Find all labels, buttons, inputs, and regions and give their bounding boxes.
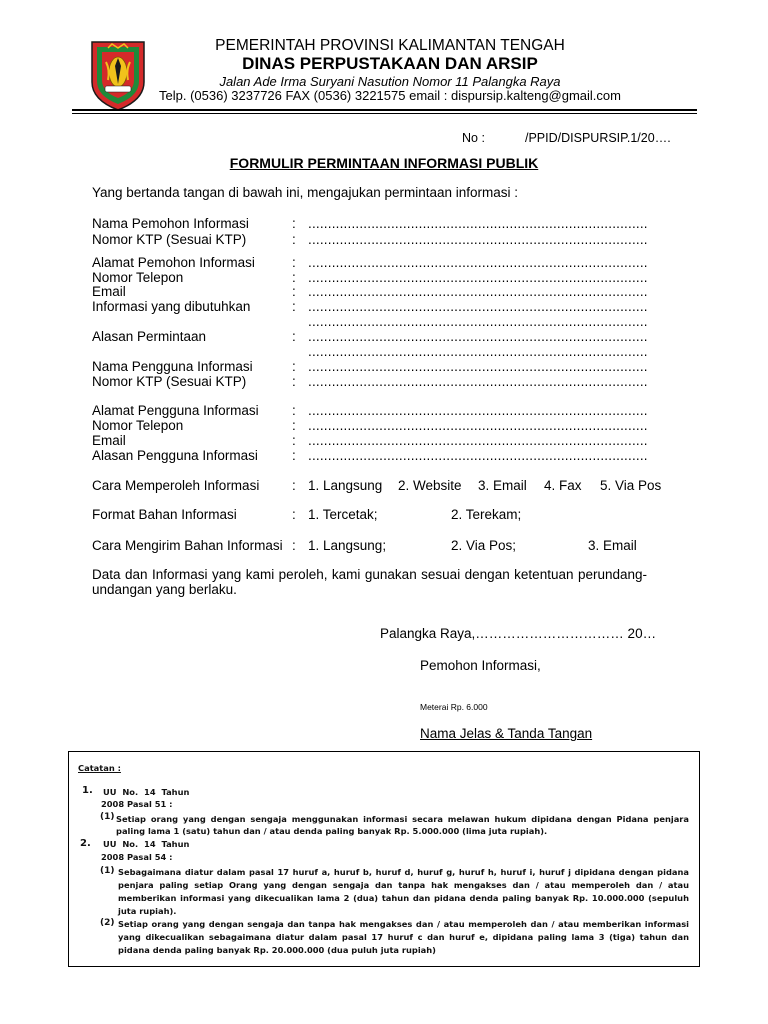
field-colon: : bbox=[292, 359, 296, 374]
note-article: 2008 Pasal 54 : bbox=[101, 852, 173, 862]
header-divider-thin bbox=[72, 113, 697, 114]
note-sub-number: (2) bbox=[100, 918, 115, 928]
field-colon: : bbox=[292, 270, 296, 285]
option-tercetak[interactable]: 1. Tercetak; bbox=[308, 507, 378, 522]
field-label-telepon-pengguna: Nomor Telepon bbox=[92, 418, 184, 433]
stamp-duty-label: Meterai Rp. 6.000 bbox=[420, 702, 488, 712]
field-label-alasan: Alasan Permintaan bbox=[92, 329, 207, 344]
option-fax[interactable]: 4. Fax bbox=[544, 478, 582, 493]
document-number-label: No : bbox=[462, 131, 485, 145]
header-government-name: PEMERINTAH PROVINSI KALIMANTAN TENGAH bbox=[215, 37, 565, 54]
field-colon: : bbox=[292, 403, 296, 418]
field-colon: : bbox=[292, 507, 296, 522]
field-label-email-pengguna: Email bbox=[92, 433, 126, 448]
field-colon: : bbox=[292, 448, 296, 463]
field-label-nama-pemohon: Nama Pemohon Informasi bbox=[92, 216, 249, 231]
option-kirim-email[interactable]: 3. Email bbox=[588, 538, 637, 553]
field-blank-email-pemohon[interactable]: ...................................................................................... bbox=[308, 284, 648, 299]
field-colon: : bbox=[292, 538, 296, 553]
field-label-ktp-pengguna: Nomor KTP (Sesuai KTP) bbox=[92, 374, 247, 389]
field-colon: : bbox=[292, 478, 296, 493]
option-langsung[interactable]: 1. Langsung bbox=[308, 478, 383, 493]
field-colon: : bbox=[292, 255, 296, 270]
field-label-informasi: Informasi yang dibutuhkan bbox=[92, 299, 251, 314]
form-intro: Yang bertanda tangan di bawah ini, mengajukan permintaan informasi : bbox=[92, 185, 519, 200]
note-sub-number: (1) bbox=[100, 866, 115, 876]
field-colon: : bbox=[292, 374, 296, 389]
header-divider-thick bbox=[72, 109, 697, 111]
field-blank-ktp-pemohon[interactable]: ...................................................................................... bbox=[308, 232, 648, 247]
option-label-cara-mengirim: Cara Mengirim Bahan Informasi bbox=[92, 538, 283, 553]
field-colon: : bbox=[292, 418, 296, 433]
notes-title: Catatan : bbox=[78, 763, 121, 773]
field-blank-nama-pengguna[interactable]: ...................................................................................... bbox=[308, 359, 648, 374]
field-blank-ktp-pengguna[interactable]: ...................................................................................... bbox=[308, 374, 648, 389]
field-colon: : bbox=[292, 433, 296, 448]
field-label-alamat-pengguna: Alamat Pengguna Informasi bbox=[92, 403, 259, 418]
note-text: Sebagaimana diatur dalam pasal 17 huruf a, huruf b, huruf d, huruf g, huruf h, huruf i, huruf j dipidana dengan pidana penjara paling setiap Orang yang dengan sengaja dan tanpa hak mengakses dan / atau memperoleh dan / atau memberikan informasi yang dikecualikan lama 2 (dua) tahun dan pidana denda paling banyak Rp. 10.000.000 (sepuluh juta rupiah). bbox=[118, 867, 689, 916]
field-blank-telepon-pengguna[interactable]: ...................................................................................... bbox=[308, 418, 648, 433]
field-blank-alasan-continued[interactable]: ...................................................................................... bbox=[308, 344, 648, 359]
option-kirim-langsung[interactable]: 1. Langsung; bbox=[308, 538, 387, 553]
field-blank-alasan-pengguna[interactable]: ...................................................................................... bbox=[308, 448, 648, 463]
option-label-cara-memperoleh: Cara Memperoleh Informasi bbox=[92, 478, 260, 493]
note-law-reference: UU No. 14 Tahun bbox=[103, 839, 190, 849]
field-label-nama-pengguna: Nama Pengguna Informasi bbox=[92, 359, 253, 374]
document-number-value: /PPID/DISPURSIP.1/20…. bbox=[525, 131, 671, 145]
field-colon: : bbox=[292, 329, 296, 344]
option-label-format-bahan: Format Bahan Informasi bbox=[92, 507, 237, 522]
form-title: FORMULIR PERMINTAAN INFORMASI PUBLIK bbox=[229, 155, 539, 171]
field-label-alasan-pengguna: Alasan Pengguna Informasi bbox=[92, 448, 258, 463]
note-sub-number: (1) bbox=[100, 812, 115, 822]
field-blank-nama-pemohon[interactable]: ...................................................................................... bbox=[308, 216, 648, 231]
field-label-ktp-pemohon: Nomor KTP (Sesuai KTP) bbox=[92, 232, 247, 247]
field-colon: : bbox=[292, 216, 296, 231]
option-via-pos[interactable]: 5. Via Pos bbox=[600, 478, 662, 493]
field-blank-informasi[interactable]: ...................................................................................... bbox=[308, 299, 648, 314]
usage-statement: Data dan Informasi yang kami peroleh, kami gunakan sesuai dengan ketentuan perundang-undangan yang berlaku. bbox=[92, 567, 647, 597]
note-number: 1. bbox=[82, 785, 93, 796]
signature-place-date: Palangka Raya,…………………………… 20… bbox=[380, 626, 657, 641]
note-law-reference: UU No. 14 Tahun bbox=[103, 787, 190, 797]
field-colon: : bbox=[292, 232, 296, 247]
note-text: Setiap orang yang dengan sengaja dan tanpa hak mengakses dan / atau memperoleh dan / atau memberikan informasi yang dikecualikan sebagaimana diatur dalam pasal 17 huruf c dan huruf e, dipidana paling lama 3 (tiga) tahun dan pidana denda paling banyak Rp. 20.000.000 (dua puluh juta rupiah) bbox=[118, 919, 689, 955]
option-website[interactable]: 2. Website bbox=[398, 478, 462, 493]
field-label-telepon-pemohon: Nomor Telepon bbox=[92, 270, 184, 285]
option-terekam[interactable]: 2. Terekam; bbox=[451, 507, 522, 522]
signature-name-line: Nama Jelas & Tanda Tangan bbox=[420, 726, 593, 741]
field-blank-alasan[interactable]: ...................................................................................... bbox=[308, 329, 648, 344]
field-blank-informasi-continued[interactable]: ...................................................................................... bbox=[308, 314, 648, 329]
field-blank-alamat-pengguna[interactable]: ...................................................................................... bbox=[308, 403, 648, 418]
option-email[interactable]: 3. Email bbox=[478, 478, 527, 493]
field-blank-telepon-pemohon[interactable]: ...................................................................................... bbox=[308, 270, 648, 285]
header-contact: Telp. (0536) 3237726 FAX (0536) 3221575 email : dispursip.kalteng@gmail.com bbox=[159, 88, 621, 103]
signature-applicant-label: Pemohon Informasi, bbox=[420, 658, 541, 673]
field-colon: : bbox=[292, 284, 296, 299]
field-blank-alamat-pemohon[interactable]: ...................................................................................... bbox=[308, 255, 648, 270]
field-colon: : bbox=[292, 299, 296, 314]
field-blank-email-pengguna[interactable]: ...................................................................................... bbox=[308, 433, 648, 448]
field-label-email-pemohon: Email bbox=[92, 284, 126, 299]
header-address: Jalan Ade Irma Suryani Nasution Nomor 11 Palangka Raya bbox=[219, 74, 561, 89]
header-agency-name: DINAS PERPUSTAKAAN DAN ARSIP bbox=[242, 54, 538, 73]
option-kirim-via-pos[interactable]: 2. Via Pos; bbox=[451, 538, 517, 553]
note-article: 2008 Pasal 51 : bbox=[101, 799, 173, 809]
note-number: 2. bbox=[80, 838, 91, 849]
note-text: Setiap orang yang dengan sengaja menggunakan informasi secara melawan hukum dipidana dengan Pidana penjara paling lama 1 (satu) tahun dan / atau denda paling banyak Rp. 5.000.000 (lima juta rupiah). bbox=[116, 814, 689, 836]
field-label-alamat-pemohon: Alamat Pemohon Informasi bbox=[92, 255, 255, 270]
